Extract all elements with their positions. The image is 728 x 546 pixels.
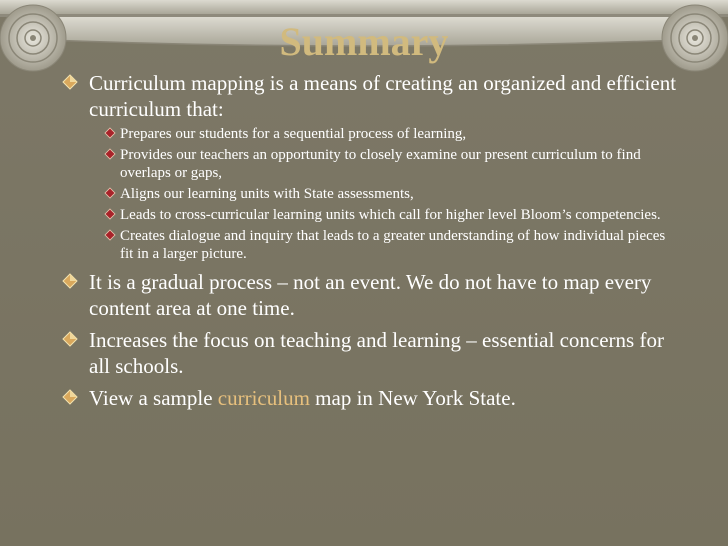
sub-bullet-list xyxy=(104,125,682,263)
sub-bullet-item xyxy=(104,125,682,143)
diamond-bullet-icon xyxy=(62,273,78,289)
sub-bullet-item xyxy=(104,185,682,203)
diamond-bullet-small-icon xyxy=(104,208,116,220)
bullet-list xyxy=(62,70,682,411)
slide-title: Summary xyxy=(279,19,449,64)
sub-bullet-item xyxy=(104,227,682,263)
diamond-bullet-icon xyxy=(62,389,78,405)
diamond-bullet-icon xyxy=(62,331,78,347)
bullet-text: It is a gradual process – not an event. We do not have to map every content area at one time. xyxy=(89,270,652,320)
diamond-bullet-small-icon xyxy=(104,229,116,241)
diamond-bullet-icon xyxy=(62,74,78,90)
bullet-text-after: map in New York State. xyxy=(309,386,516,410)
sub-bullet-text: Leads to cross-curricular learning units which call for higher level Bloom’s competencies. xyxy=(120,207,661,223)
slide-content xyxy=(62,70,682,417)
diamond-bullet-small-icon xyxy=(104,187,116,199)
sub-bullet-text: Creates dialogue and inquiry that leads to a greater understanding of how individual pieces fit in a larger picture. xyxy=(120,228,666,262)
sub-bullet-text: Aligns our learning units with State assessments, xyxy=(120,186,414,202)
sub-bullet-text: Provides our teachers an opportunity to closely examine our present curriculum to find overlaps or gaps, xyxy=(120,147,641,181)
sub-bullet-text: Prepares our students for a sequential process of learning, xyxy=(120,126,467,142)
bullet-text: Increases the focus on teaching and learning – essential concerns for all schools. xyxy=(89,328,664,378)
sub-bullet-item xyxy=(104,146,682,182)
bullet-item xyxy=(62,327,682,379)
bullet-item xyxy=(62,385,682,411)
diamond-bullet-small-icon xyxy=(104,148,116,160)
curriculum-link[interactable]: curriculum xyxy=(217,386,310,410)
diamond-bullet-small-icon xyxy=(104,127,116,139)
bullet-text: Curriculum mapping is a means of creating an organized and efficient curriculum that: xyxy=(89,71,677,121)
sub-bullet-item xyxy=(104,206,682,224)
bullet-item xyxy=(62,70,682,263)
bullet-text-before: View a sample xyxy=(89,386,218,410)
bullet-item xyxy=(62,269,682,321)
